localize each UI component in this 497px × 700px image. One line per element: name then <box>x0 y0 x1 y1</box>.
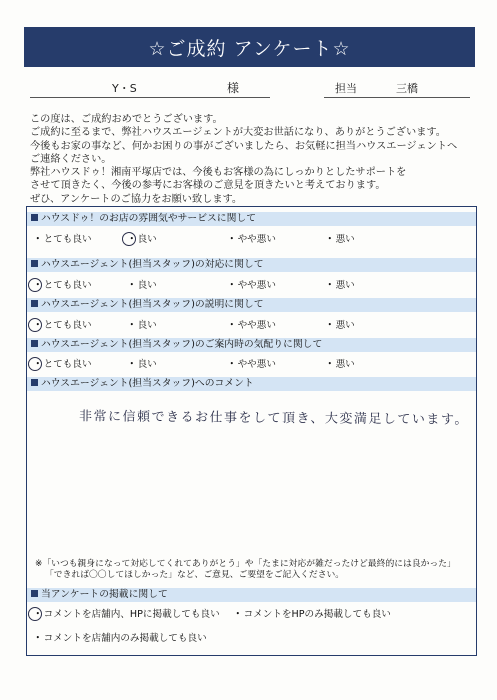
selected-circle-mark <box>28 278 42 292</box>
option-somewhat-bad[interactable]: ・やや悪い <box>227 280 276 291</box>
option-good[interactable]: ・良い <box>127 280 157 291</box>
publication-options <box>27 606 476 624</box>
option-bad[interactable]: ・悪い <box>325 234 355 245</box>
option-somewhat-bad[interactable]: ・やや悪い <box>227 234 276 245</box>
square-bullet-icon <box>31 379 38 386</box>
selected-circle-mark <box>28 318 42 332</box>
survey-title: ☆ご成約 アンケート☆ <box>148 37 351 60</box>
selected-circle-mark <box>122 232 136 246</box>
option-somewhat-bad[interactable]: ・やや悪い <box>227 320 276 331</box>
square-bullet-icon <box>31 300 38 307</box>
square-bullet-icon <box>31 260 38 267</box>
intro-line: この度は、ご成約おめでとうございます。 <box>30 114 223 125</box>
section-heading: ハウスエージェント(担当スタッフ)のご案内時の気配りに関して <box>27 338 476 352</box>
intro-line: させて頂きたく、今後の参考にお客様のご意見を頂きたいと考えております。 <box>30 180 386 192</box>
intro-line: ご連絡ください。 <box>30 153 112 165</box>
option-bad[interactable]: ・悪い <box>325 359 355 370</box>
option-bad[interactable]: ・悪い <box>325 320 355 331</box>
survey-form <box>26 206 477 656</box>
rating-options <box>27 231 476 249</box>
rating-options <box>27 277 476 295</box>
intro-line: ご成約に至るまで、弊社ハウスエージェントが大変お世話になり、ありがとうございます。 <box>30 127 446 139</box>
handwritten-comment[interactable]: 非常に信頼できるお仕事をして頂き、大変満足しています。 <box>78 409 469 428</box>
section-heading: ハウスエージェント(担当スタッフ)の対応に関して <box>27 258 476 272</box>
survey-title-banner <box>24 27 475 67</box>
intro-line: ぜひ、アンケートのご協力をお願い致します。 <box>30 193 243 205</box>
customer-honorific: 様 <box>227 81 240 95</box>
option-good[interactable]: ・良い <box>127 359 157 370</box>
selected-circle-mark <box>28 357 42 371</box>
option-publish-store-only[interactable]: ・コメントを店舗内のみ掲載しても良い <box>33 633 207 644</box>
note-line: 「できれば〇〇してほしかった」など、ご意見、ご要望をご記入ください。 <box>45 570 345 580</box>
option-very-good[interactable]: ・とても良い <box>33 317 92 335</box>
rating-options <box>27 317 476 335</box>
option-publish-store-and-hp[interactable]: ・コメントを店舗内、HPに掲載しても良い <box>33 606 220 624</box>
intro-line: 今後もお家の事など、何かお困りの事がございましたら、お気軽に担当ハウスエージェントへ <box>30 140 458 152</box>
rating-options <box>27 356 476 374</box>
square-bullet-icon <box>31 590 38 597</box>
option-very-good[interactable]: ・とても良い <box>33 234 92 245</box>
option-good[interactable]: ・良い <box>127 231 157 249</box>
customer-name: Y・S <box>112 82 137 95</box>
staff-name: 三橋 <box>396 82 418 95</box>
option-bad[interactable]: ・悪い <box>325 280 355 291</box>
option-publish-hp-only[interactable]: ・コメントをHPのみ掲載しても良い <box>233 609 391 620</box>
publication-options <box>27 630 476 648</box>
section-heading: ハウスエージェント(担当スタッフ)の説明に関して <box>27 298 476 312</box>
intro-line: 弊社ハウスドゥ！湘南平塚店では、今後もお客様の為にしっかりとしたサポートを <box>30 167 407 179</box>
section-heading: ハウスドゥ！のお店の雰囲気やサービスに関して <box>27 212 476 226</box>
section-heading: ハウスエージェント(担当スタッフ)へのコメント <box>27 377 476 391</box>
square-bullet-icon <box>31 214 38 221</box>
square-bullet-icon <box>31 340 38 347</box>
option-very-good[interactable]: ・とても良い <box>33 356 92 374</box>
option-somewhat-bad[interactable]: ・やや悪い <box>227 359 276 370</box>
note-line: ※「いつも親身になって対応してくれてありがとう」や「たまに対応が雑だったけど最終的には良かった」 <box>35 559 456 569</box>
section-heading: 当アンケートの掲載に関して <box>27 588 476 602</box>
selected-circle-mark <box>28 607 42 621</box>
option-very-good[interactable]: ・とても良い <box>33 277 92 295</box>
intro-paragraph <box>30 113 470 206</box>
staff-label: 担当 <box>335 82 357 95</box>
comment-note <box>35 559 456 581</box>
option-good[interactable]: ・良い <box>127 320 157 331</box>
